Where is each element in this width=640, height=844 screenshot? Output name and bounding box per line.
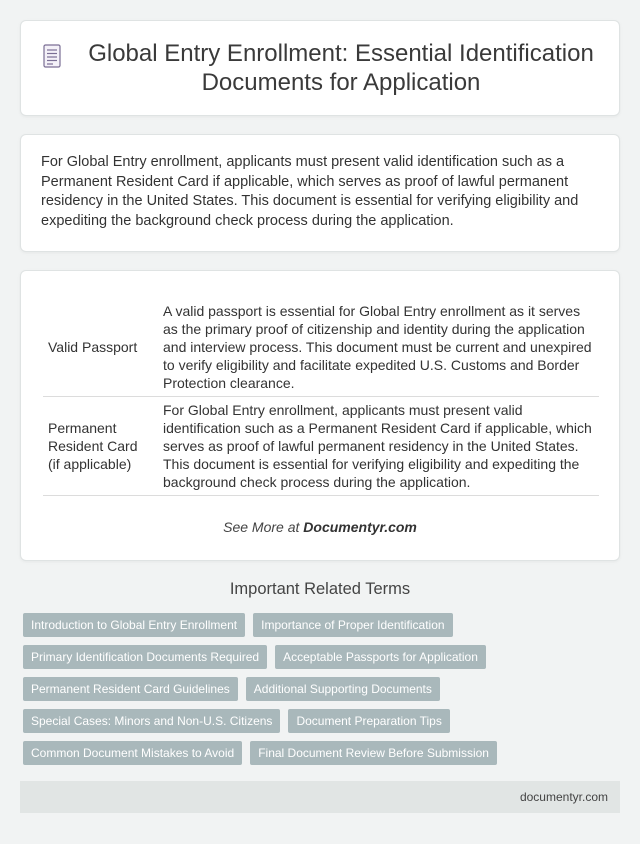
table-row <box>43 298 599 397</box>
term-tag[interactable]: Acceptable Passports for Application <box>275 645 486 669</box>
documents-table-card <box>20 270 620 561</box>
term-tag[interactable]: Additional Supporting Documents <box>246 677 440 701</box>
row-label: Permanent Resident Card (if applicable) <box>43 397 157 496</box>
related-terms-tags <box>23 613 623 773</box>
see-more-link[interactable] <box>43 519 597 535</box>
row-description: A valid passport is essential for Global Entry enrollment as it serves as the primary proof of citizenship and identity during the application and interview process. This document must be current and unexpired to verify eligibility and facilitate expedited U.S. Customs and Border Protection clearance. <box>157 298 599 397</box>
footer-site[interactable]: documentyr.com <box>519 790 608 804</box>
see-more-site: Documentyr.com <box>303 519 417 535</box>
page-title: Global Entry Enrollment: Essential Identification Documents for Application <box>88 40 594 96</box>
term-tag[interactable]: Common Document Mistakes to Avoid <box>23 741 242 765</box>
intro-card <box>20 134 620 252</box>
term-tag[interactable]: Special Cases: Minors and Non-U.S. Citizens <box>23 709 280 733</box>
term-tag[interactable]: Final Document Review Before Submission <box>250 741 497 765</box>
documents-table <box>43 298 599 496</box>
footer <box>20 781 620 813</box>
term-tag[interactable]: Primary Identification Documents Required <box>23 645 267 669</box>
term-tag[interactable]: Document Preparation Tips <box>288 709 449 733</box>
intro-text: For Global Entry enrollment, applicants must present valid identification such as a Permanent Resident Card if applicable, which serves as proof of lawful permanent residency in the United States. This document is essential for verifying eligibility and expediting the background check process during the application. <box>41 154 579 229</box>
term-tag[interactable]: Permanent Resident Card Guidelines <box>23 677 238 701</box>
related-terms-title: Important Related Terms <box>229 580 411 598</box>
row-description: For Global Entry enrollment, applicants must present valid identification such as a Permanent Resident Card if applicable, which serves as proof of lawful permanent residency in the United States. This document is essential for verifying eligibility and expediting the background check process during the application. <box>157 397 599 496</box>
term-tag[interactable]: Introduction to Global Entry Enrollment <box>23 613 245 637</box>
term-tag[interactable]: Importance of Proper Identification <box>253 613 452 637</box>
table-row <box>43 397 599 496</box>
header-card <box>20 20 620 116</box>
document-icon <box>41 44 63 73</box>
see-more-prefix: See More at <box>223 519 304 535</box>
row-label: Valid Passport <box>43 298 157 397</box>
